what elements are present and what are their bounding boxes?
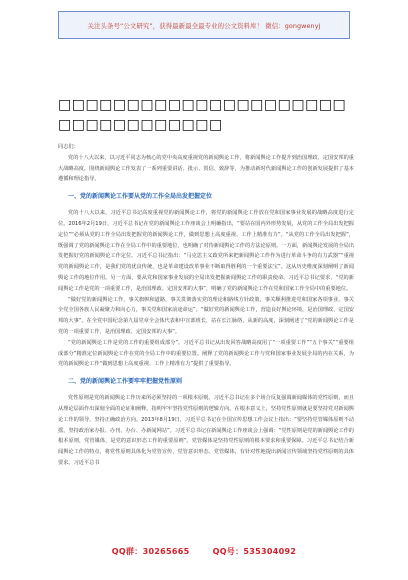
document-title: □□□□□□□□□□□□□□□□□□□□□□□□□□□□□□□□□ bbox=[58, 97, 347, 133]
paragraph-section1-b: “做好党的新闻舆论工作，事关旗帜和道路，事关贯彻落实党的理论和路线方针政策，事关顺利推进党和国家各项事业，事关全党全国各族人民凝聚力和向心力，事关党和国家前途命运”。“做好党的新闻舆论工作，营造良好舆论环境，是治国理政、定国安邦的大事”。在全党中国纪念第九届党章全会体代表和中宣部班长，站在长江脉络，从新的高度，深刻阐述了“党的新闻舆论工作是党的一项重要工作，是治国理政、定国安邦的大事”。 bbox=[58, 296, 354, 335]
paragraph-section2-a: 党性原则是党的新闻舆论工作历来所必须坚持的一项根本原则。习近平总书记在多个场合反复强调新闻媒体的党性原则，而且从理论层面作出深刻全面的论证和阐释。指明牢牢坚持党性原则的逻辑方向。在根本意义上，坚持党性原则就是要坚持党对新闻舆论工作的领导，坚持正确政治方向。2013年8月19日，习近平总书记在全国宣传思想工作会议上指出：“要坚持党管媒体原则不动摇，坚持政治家办报、办刊、办台、办新闻网站”。习近平总书记在新闻舆论工作座谈会上强调：“党性原则是党的新闻舆论工作的根本原则，党管媒体，是党的意识形态工作的重要原则”。党管媒体是坚持党性原则的根本要求和重要保障。习近平总书记结合新闻舆论工作的特点，将党性原则具体化为党管宣传、党管意识形态、党管媒体，有针对性地提出新闻宣传领域坚持党性原则的具体要求。习近平总书 bbox=[58, 395, 354, 466]
footer-qq-number: QQ号：535304092 bbox=[212, 547, 297, 556]
contact-footer bbox=[0, 546, 408, 557]
section-heading-2: 二、党的新闻舆论工作要牢牢把握党性原则 bbox=[68, 378, 183, 386]
section-heading-1: 一、党的新闻舆论工作要从党的工作全局出发把握定位 bbox=[68, 193, 213, 201]
promo-banner bbox=[58, 11, 350, 39]
document-body bbox=[58, 142, 354, 469]
footer-qq-group: QQ群：30265665 bbox=[111, 547, 190, 556]
paragraph-section1-c: “党的新闻舆论工作是党的工作的重要组成部分”。习近平总书记从出发回答战略高度用了“一项重要工作”“五个事关”“重要组成部分”精准定位新闻舆论工作在党的全局工作中的重要位置。阐释了党的新闻舆论工作与党和国家事业发展全局的内在关系，为党的新闻舆论工作“做到思想上高度重视、工作上精准有力”提供了重要指导。 bbox=[58, 339, 354, 368]
greeting: 同志们： bbox=[58, 144, 79, 150]
paragraph-section1-a: 党的十八大以来，习近平总书记高度重视党的新闻舆论工作，将党的新闻舆论工作放在党和国家事业发展的战略高度进行定位。2016年2月19日，习近平总书记在党的新闻舆论工作座谈会上明确指出，“要站在国内外形势发展，从党的工作全局出发把握定位”“必须从党的工作全局出发把握党的新闻舆论工作，做到思想上高度重视、工作上精准有力”。“从党的工作全局出发把握”，既强调了党的新闻舆论工作在全局工作中的重要地位，也明确了对待新闻舆论工作的方法论原则。一方面，新闻舆论发展的全局出发把握好党的新闻舆论工作定位。习近平总书记指出：“马克思主义政党所来把新闻舆论工作作为进行革命斗争的有力武器”“重视党的新闻舆论工作，是我们党的优良传统，也是革命建设改革事业不断取得胜利的一个重要法宝”。这从历史维度深刻阐明了新闻舆论工作的地位作用。另一方面，要从党和国家事业发展的全局出发把握新闻舆论工作的职责使命。习近平总书记要求，“党的新闻舆论工作是党的一项重要工作，是治国理政、定国安邦的大事”，明确了党的新闻舆论工作在党和国家工作全局中的重要地位。 bbox=[58, 210, 354, 292]
promo-banner-text: 关注头条号“公文研究”，获得最新最全最专业的公文资料库！ 微信：gongwenyj bbox=[87, 21, 321, 30]
paragraph-intro: 党的十八大以来，以习近平同志为核心的党中央高度重视党的新闻舆论工作，将新闻舆论工作提升到治国理政、定国安邦的重大战略高度，围绕新闻舆论工作发表了一系列重要讲话、批示、贺信、致辞等，为推动新时代新闻舆论工作的创新发展提供了基本遵循和理论指导。 bbox=[58, 154, 354, 183]
